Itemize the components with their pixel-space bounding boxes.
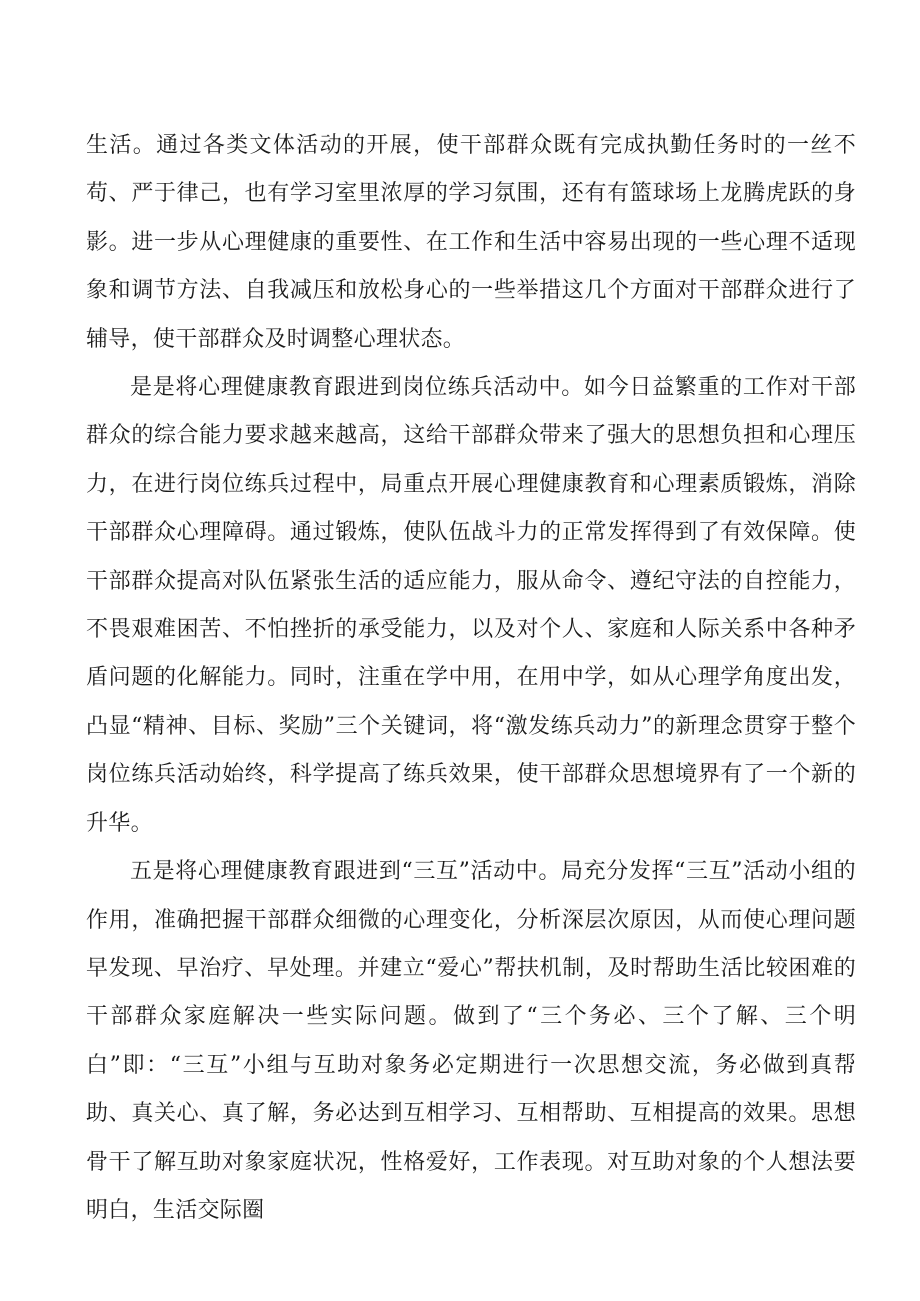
paragraph-job-training: 是是将心理健康教育跟进到岗位练兵活动中。如今日益繁重的工作对干部群众的综合能力要求越来越高，这给干部群众带来了强大的思想负担和心理压力，在进行岗位练兵过程中，局重点开展心理健康教育和心理素质锻炼，消除干部群众心理障碍。通过锻炼，使队伍战斗力的正常发挥得到了有效保障。使干部群众提高对队伍紧张生活的适应能力，服从命令、遵纪守法的自控能力，不畏艰难困苦、不怕挫折的承受能力，以及对个人、家庭和人际关系中各种矛盾问题的化解能力。同时，注重在学中用，在用中学，如从心理学角度出发，凸显“精神、目标、奖励”三个关键词，将“激发练兵动力”的新理念贯穿于整个岗位练兵活动始终，科学提高了练兵效果，使干部群众思想境界有了一个新的升华。 bbox=[86, 375, 856, 836]
document-body bbox=[86, 122, 856, 1235]
paragraph-three-mutual: 五是将心理健康教育跟进到“三互”活动中。局充分发挥“三互”活动小组的作用，准确把握干部群众细微的心理变化，分析深层次原因，从而使心理问题早发现、早治疗、早处理。并建立“爱心”帮扶机制，及时帮助生活比较困难的干部群众家庭解决一些实际问题。做到了“三个务必、三个了解、三个明白”即：“三互”小组与互助对象务必定期进行一次思想交流，务必做到真帮助、真关心、真了解，务必达到互相学习、互相帮助、互相提高的效果。思想骨干了解互助对象家庭状况，性格爱好，工作表现。对互助对象的个人想法要明白，生活交际圈 bbox=[86, 859, 856, 1223]
paragraph-continuation: 生活。通过各类文体活动的开展，使干部群众既有完成执勤任务时的一丝不苟、严于律己，也有学习室里浓厚的学习氛围，还有有篮球场上龙腾虎跃的身影。进一步从心理健康的重要性、在工作和生活中容易出现的一些心理不适现象和调节方法、自我减压和放松身心的一些举措这几个方面对干部群众进行了辅导，使干部群众及时调整心理状态。 bbox=[86, 133, 856, 352]
